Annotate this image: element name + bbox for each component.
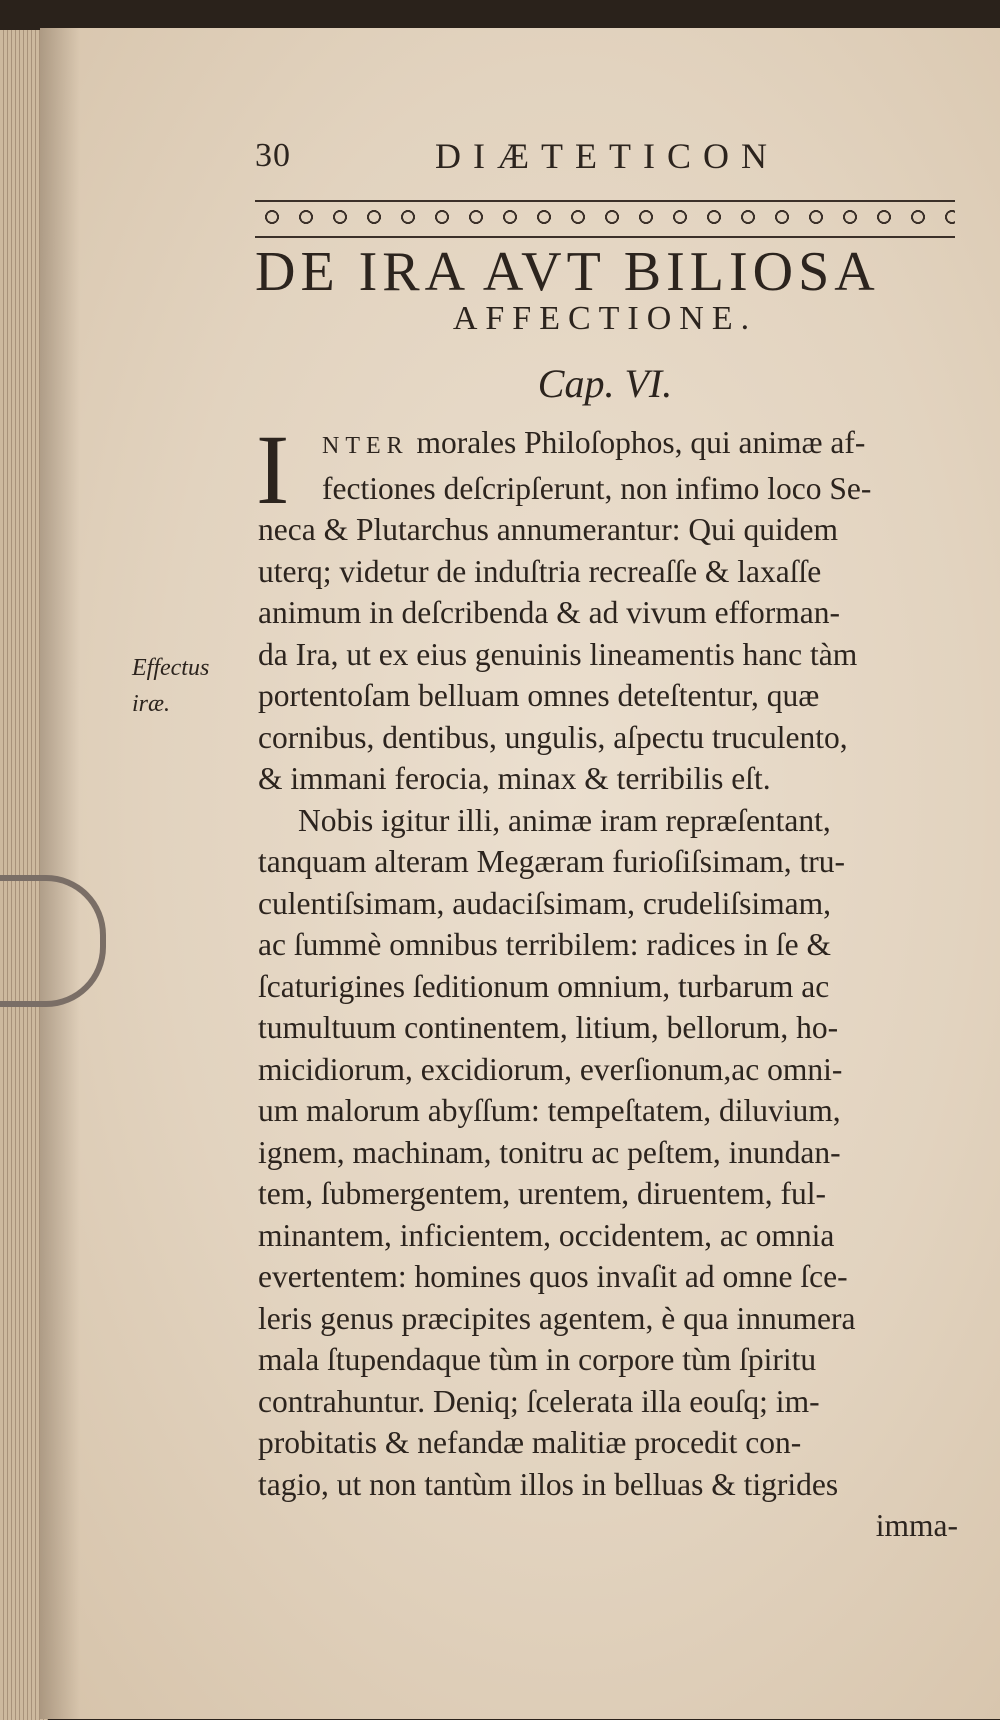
text-line: portentoſam belluam omnes deteſtentur, quæ	[258, 678, 820, 713]
catchword: imma-	[875, 1508, 958, 1543]
text-line: tanquam alteram Megæram furioſiſsimam, tru-	[258, 844, 845, 879]
text-line: culentiſsimam, audaciſsimam, crudeliſsimam,	[258, 885, 831, 921]
running-title: DIÆTETICON	[435, 136, 779, 176]
text-line: ignem, machinam, tonitru ac peſtem, inundan-	[258, 1134, 841, 1170]
text-line: tem, ſubmergentem, urentem, diruentem, ful-	[258, 1176, 826, 1211]
section-heading-continued: AFFECTIONE.	[452, 300, 758, 337]
text-line: animum in deſcribenda & ad vivum efforman-	[258, 595, 840, 630]
text-line: da Ira, ut ex eius genuinis lineamentis hanc tàm	[258, 636, 858, 672]
text-line: contrahuntur. Deniq; ſcelerata illa eouſq; im-	[258, 1383, 820, 1419]
opening-smallcaps: NTER	[322, 433, 409, 459]
text-line: probitatis & nefandæ malitiæ procedit con-	[258, 1425, 802, 1460]
text-line: fectiones deſcripſerunt, non infimo loco Se-	[322, 470, 872, 506]
text-line: Nobis igitur illi, animæ iram repræſentant,	[298, 802, 831, 838]
text-line-rest: morales Philoſophos, qui animæ af-	[408, 425, 866, 460]
margin-note-line: iræ.	[132, 691, 171, 717]
page-number: 30	[255, 137, 291, 174]
paper-clip	[0, 875, 106, 1007]
margin-note-line: Effectus	[132, 655, 210, 681]
margin-note	[132, 650, 242, 722]
text-line: & immani ferocia, minax & terribilis eſt.	[258, 761, 771, 796]
text-line: ſcaturigines ſeditionum omnium, turbarum ac	[258, 968, 830, 1004]
text-line	[258, 422, 958, 468]
ornamental-band	[255, 200, 955, 238]
section-heading: DE IRA AVT BILIOSA	[255, 241, 880, 303]
drop-cap: I	[256, 414, 290, 525]
text-line: neca & Plutarchus annumerantur: Qui quidem	[258, 512, 838, 547]
text-line: tumultuum continentem, litium, bellorum, ho-	[258, 1010, 839, 1045]
text-line: minantem, inficientem, occidentem, ac omnia	[258, 1217, 835, 1253]
text-line: evertentem: homines quos invaſit ad omne ſce-	[258, 1259, 848, 1294]
gutter-shadow	[40, 28, 80, 1719]
text-line: um malorum abyſſum: tempeſtatem, diluvium,	[258, 1093, 841, 1128]
text-line: leris genus præcipites agentem, è qua innumera	[258, 1300, 856, 1336]
text-line: cornibus, dentibus, ungulis, aſpectu truculento,	[258, 719, 848, 755]
body-text	[256, 414, 958, 1547]
running-head	[255, 135, 835, 175]
text-line: ac ſummè omnibus terribilem: radices in ſe &	[258, 927, 831, 962]
text-line: uterq; videtur de induſtria recreaſſe & laxaſſe	[258, 553, 822, 589]
chapter-label: Cap. VI.	[537, 361, 673, 406]
text-line: tagio, ut non tantùm illos in belluas & tigrides	[258, 1466, 839, 1502]
text-line: mala ſtupendaque tùm in corpore tùm ſpiritu	[258, 1342, 817, 1377]
text-line: micidiorum, excidiorum, everſionum,ac omni-	[258, 1051, 843, 1087]
